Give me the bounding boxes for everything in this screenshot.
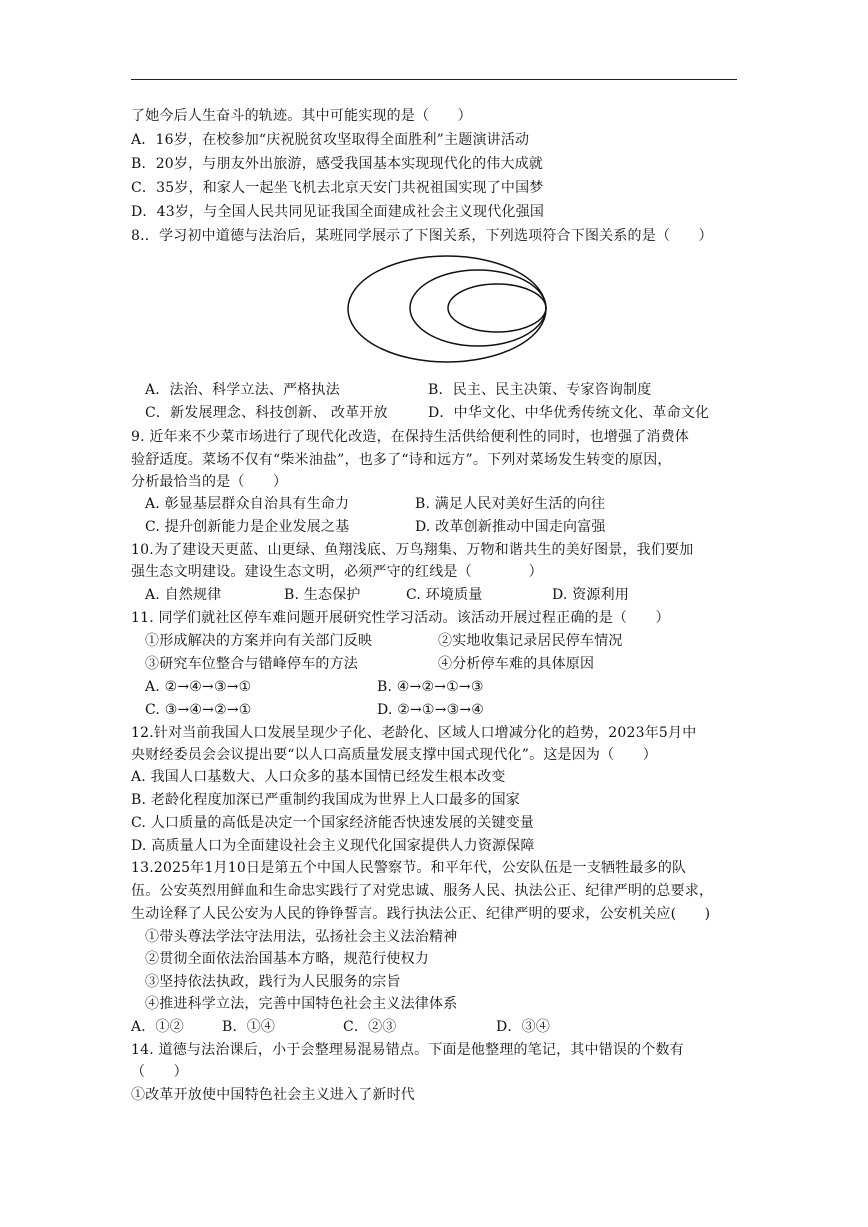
q10-option-d: D. 资源利用 bbox=[552, 587, 630, 603]
q7-option-b: B．20岁，与朋友外出旅游，感受我国基本实现现代化的伟大成就 bbox=[131, 156, 544, 172]
q10-option-a: A. 自然规律 bbox=[145, 587, 222, 603]
q10-stem-line-2: 强生态文明建设。建设生态文明，必须严守的红线是（ ） bbox=[131, 564, 543, 580]
q13-item-3: ③坚持依法执政，践行为人民服务的宗旨 bbox=[145, 974, 401, 990]
q12-option-a: A. 我国人口基数大、人口众多的基本国情已经发生根本改变 bbox=[131, 769, 506, 785]
q9-option-b: B. 满足人民对美好生活的向往 bbox=[415, 496, 606, 512]
q8-option-b: B．民主、民主决策、专家咨询制度 bbox=[428, 382, 652, 398]
q8-stem: 8.．学习初中道德与法治后，某班同学展示了下图关系，下列选项符合下图关系的是（ ） bbox=[131, 228, 713, 244]
q13-option-c: C．②③ bbox=[343, 1019, 397, 1035]
q9-stem-line-3: 分析最恰当的是（ ） bbox=[131, 474, 288, 490]
q8-option-d: D．中华文化、中华优秀传统文化、革命文化 bbox=[428, 405, 710, 421]
q13-item-4: ④推进科学立法，完善中国特色社会主义法律体系 bbox=[145, 996, 458, 1012]
q11-item-3: ③研究车位整合与错峰停车的方法 bbox=[145, 656, 358, 672]
inner-ellipse bbox=[448, 284, 546, 332]
q7-option-d: D．43岁，与全国人民共同见证我国全面建成社会主义现代化强国 bbox=[131, 204, 545, 220]
q11-item-4: ④分析停车难的具体原因 bbox=[438, 656, 595, 672]
q10-option-b: B. 生态保护 bbox=[284, 587, 361, 603]
q12-stem-line-2: 央财经委员会会议提出要“以人口高质量发展支撑中国式现代化”。这是因为（ ） bbox=[131, 747, 657, 763]
q13-option-a: A．①② bbox=[131, 1019, 184, 1035]
q12-option-c: C. 人口质量的高低是决定一个国家经济能否快速发展的关键变量 bbox=[131, 815, 535, 831]
q13-stem-line-3: 生动诠释了人民公安为人民的铮铮誓言。践行执法公正、纪律严明的要求，公安机关应( ) bbox=[131, 906, 711, 922]
q13-item-1: ①带头尊法学法守法用法，弘扬社会主义法治精神 bbox=[145, 929, 458, 945]
header-rule bbox=[131, 79, 737, 80]
nested-ellipse-diagram bbox=[345, 254, 557, 368]
q12-option-d: D. 高质量人口为全面建设社会主义现代化国家提供人力资源保障 bbox=[131, 838, 535, 854]
q12-option-b: B. 老龄化程度加深已严重制约我国成为世界上人口最多的国家 bbox=[131, 792, 520, 808]
q11-option-b: B. ④→②→①→③ bbox=[377, 679, 484, 695]
q13-stem-line-2: 伍。公安英烈用鲜血和生命忠实践行了对党忠诚、服务人民、执法公正、纪律严明的总要求， bbox=[131, 883, 714, 899]
q9-stem-line-2: 验舒适度。菜场不仅有“柴米油盐”，也多了“诗和远方”。下列对菜场发生转变的原因， bbox=[131, 452, 672, 468]
q9-option-a: A. 彰显基层群众自治具有生命力 bbox=[145, 496, 350, 512]
q13-option-b: B．①④ bbox=[222, 1019, 276, 1035]
q7-stem: 了她今后人生奋斗的轨迹。其中可能实现的是（ ） bbox=[131, 108, 472, 124]
q13-stem-line-1: 13.2025年1月10日是第五个中国人民警察节。和平年代，公安队伍是一支牺牲最多的队 bbox=[131, 860, 687, 876]
q10-stem-line-1: 10.为了建设天更蓝、山更绿、鱼翔浅底、万鸟翔集、万物和谐共生的美好图景，我们要加 bbox=[131, 542, 694, 558]
q12-stem-line-1: 12.针对当前我国人口发展呈现少子化、老龄化、区域人口增减分化的趋势，2023年5月中 bbox=[131, 725, 697, 741]
q11-item-2: ②实地收集记录居民停车情况 bbox=[438, 633, 623, 649]
q14-item-1: ①改革开放使中国特色社会主义进入了新时代 bbox=[131, 1087, 415, 1103]
q11-option-a: A. ②→④→③→① bbox=[145, 679, 252, 695]
middle-ellipse bbox=[410, 270, 546, 346]
q8-option-a: A．法治、科学立法、严格执法 bbox=[145, 382, 340, 398]
q10-option-c: C. 环境质量 bbox=[406, 587, 483, 603]
q9-option-c: C. 提升创新能力是企业发展之基 bbox=[145, 519, 350, 535]
q7-option-a: A．16岁，在校参加“庆祝脱贫攻坚取得全面胜利”主题演讲活动 bbox=[131, 132, 530, 148]
outer-ellipse bbox=[348, 256, 546, 362]
q11-stem: 11. 同学们就社区停车难问题开展研究性学习活动。该活动开展过程正确的是（ ） bbox=[131, 610, 670, 626]
q13-item-2: ②贯彻全面依法治国基本方略，规范行使权力 bbox=[145, 951, 429, 967]
q13-option-d: D．③④ bbox=[496, 1019, 551, 1035]
q11-item-1: ①形成解决的方案并向有关部门反映 bbox=[145, 633, 373, 649]
q9-stem-line-1: 9. 近年来不少菜市场进行了现代化改造，在保持生活供给便利性的同时，也增强了消费体 bbox=[131, 429, 690, 445]
q11-option-d: D. ②→①→③→④ bbox=[377, 702, 485, 718]
q11-option-c: C. ③→④→②→① bbox=[145, 702, 252, 718]
q14-stem-line-2: （ ） bbox=[131, 1064, 188, 1080]
q7-option-c: C．35岁，和家人一起坐飞机去北京天安门共祝祖国实现了中国梦 bbox=[131, 180, 544, 196]
q8-option-c: C．新发展理念、科技创新、 改革开放 bbox=[145, 405, 388, 421]
q14-stem-line-1: 14. 道德与法治课后，小于会整理易混易错点。下面是他整理的笔记，其中错误的个数有 bbox=[131, 1042, 684, 1058]
q9-option-d: D. 改革创新推动中国走向富强 bbox=[415, 519, 606, 535]
